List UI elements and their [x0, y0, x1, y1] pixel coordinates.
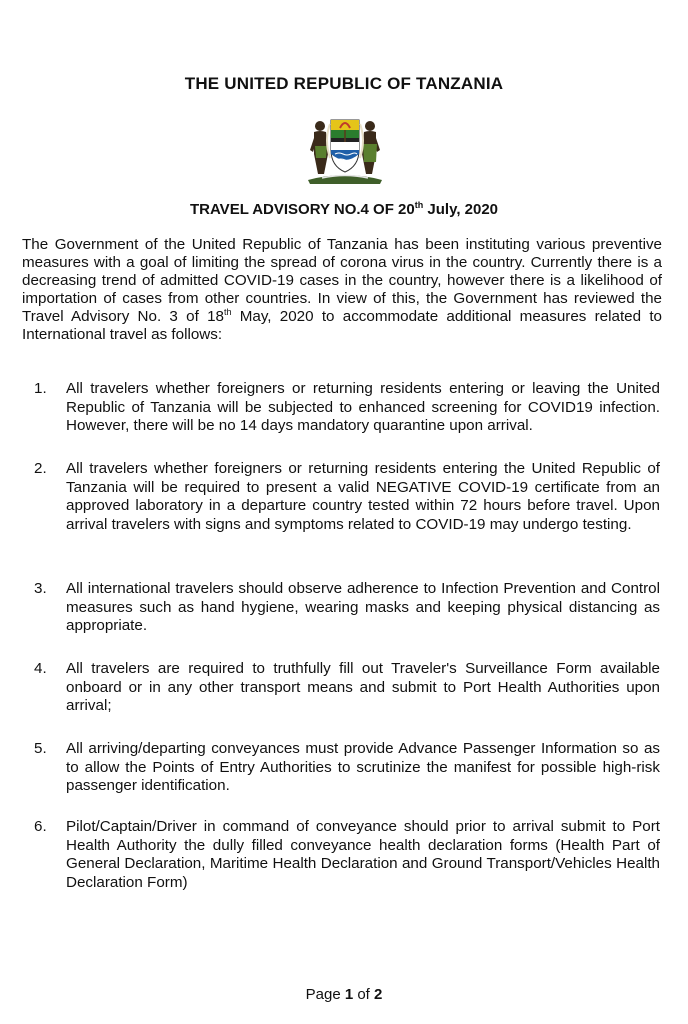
- measure-text: Pilot/Captain/Driver in command of conveyance should prior to arrival submit to Port Health Authority the dully filled conveyance health declaration forms (Health Part of General Declaration, Maritime Health Declaration and Ground Transport/Vehicles Health Declaration Form): [66, 818, 660, 891]
- measure-number: 4.: [34, 660, 47, 677]
- measure-text: All international travelers should observe adherence to Infection Prevention and Control measures such as hand hygiene, wearing masks and keeping physical distancing as appropriate.: [66, 580, 660, 634]
- advisory-title: [0, 200, 688, 218]
- measure-text: All arriving/departing conveyances must provide Advance Passenger Information so as to allow the Points of Entry Authorities to scrutinize the manifest for possible high-risk passenger identification.: [66, 740, 660, 794]
- measure-item-1: [34, 380, 660, 436]
- advisory-title-suffix: July, 2020: [423, 201, 499, 218]
- country-heading: THE UNITED REPUBLIC OF TANZANIA: [184, 74, 504, 93]
- measure-text: All travelers are required to truthfully fill out Traveler's Surveillance Form available onboard or in any other transport means and submit to Port Health Authorities upon arrival;: [66, 660, 660, 714]
- page-number: [0, 986, 688, 1003]
- measure-text: All travelers whether foreigners or returning residents entering the United Republic of Tanzania will be required to present a valid NEGATIVE COVID-19 certificate from an approved laboratory in a departure country tested within 72 hours before travel. Upon arrival travelers with signs and symptoms related to COVID-19 may undergo testing.: [66, 460, 660, 533]
- measure-item-3: [34, 580, 660, 636]
- current-page: 1: [344, 986, 354, 1003]
- intro-text-part-1: The Government of the United Republic of Tanzania has been instituting various preventive measures with a goal of limiting the spread of corona virus in the country. Currently there is a decreasing trend of admitted COVID-19 cases in the country, however there is a likelihood of importation of cases from other countries. In view of this, the Government has reviewed the Travel Advisory No. 3 of 18: [22, 236, 662, 325]
- measure-number: 1.: [34, 380, 47, 397]
- of-label: of: [353, 986, 375, 1003]
- measure-number: 2.: [34, 460, 47, 477]
- intro-paragraph: [22, 236, 662, 344]
- page-label: Page: [305, 986, 345, 1003]
- intro-text-part-2: May, 2020 to accommodate additional measures related to International travel as follows:: [22, 308, 662, 343]
- measure-item-4: [34, 660, 660, 716]
- total-pages: 2: [374, 986, 383, 1003]
- measure-item-6: [34, 818, 660, 892]
- measure-number: 5.: [34, 740, 47, 757]
- coat-of-arms-emblem: [300, 110, 390, 185]
- advisory-title-prefix: TRAVEL ADVISORY NO.4 OF 20: [189, 201, 415, 218]
- measure-number: 3.: [34, 580, 47, 597]
- measure-item-2: [34, 460, 660, 534]
- advisory-title-ordinal: th: [414, 200, 424, 210]
- measure-number: 6.: [34, 818, 47, 835]
- measure-text: All travelers whether foreigners or returning residents entering or leaving the United Republic of Tanzania will be subjected to enhanced screening for COVID19 infection. However, there will be no 14 days mandatory quarantine upon arrival.: [66, 380, 660, 434]
- intro-ordinal: th: [223, 306, 232, 317]
- measure-item-5: [34, 740, 660, 796]
